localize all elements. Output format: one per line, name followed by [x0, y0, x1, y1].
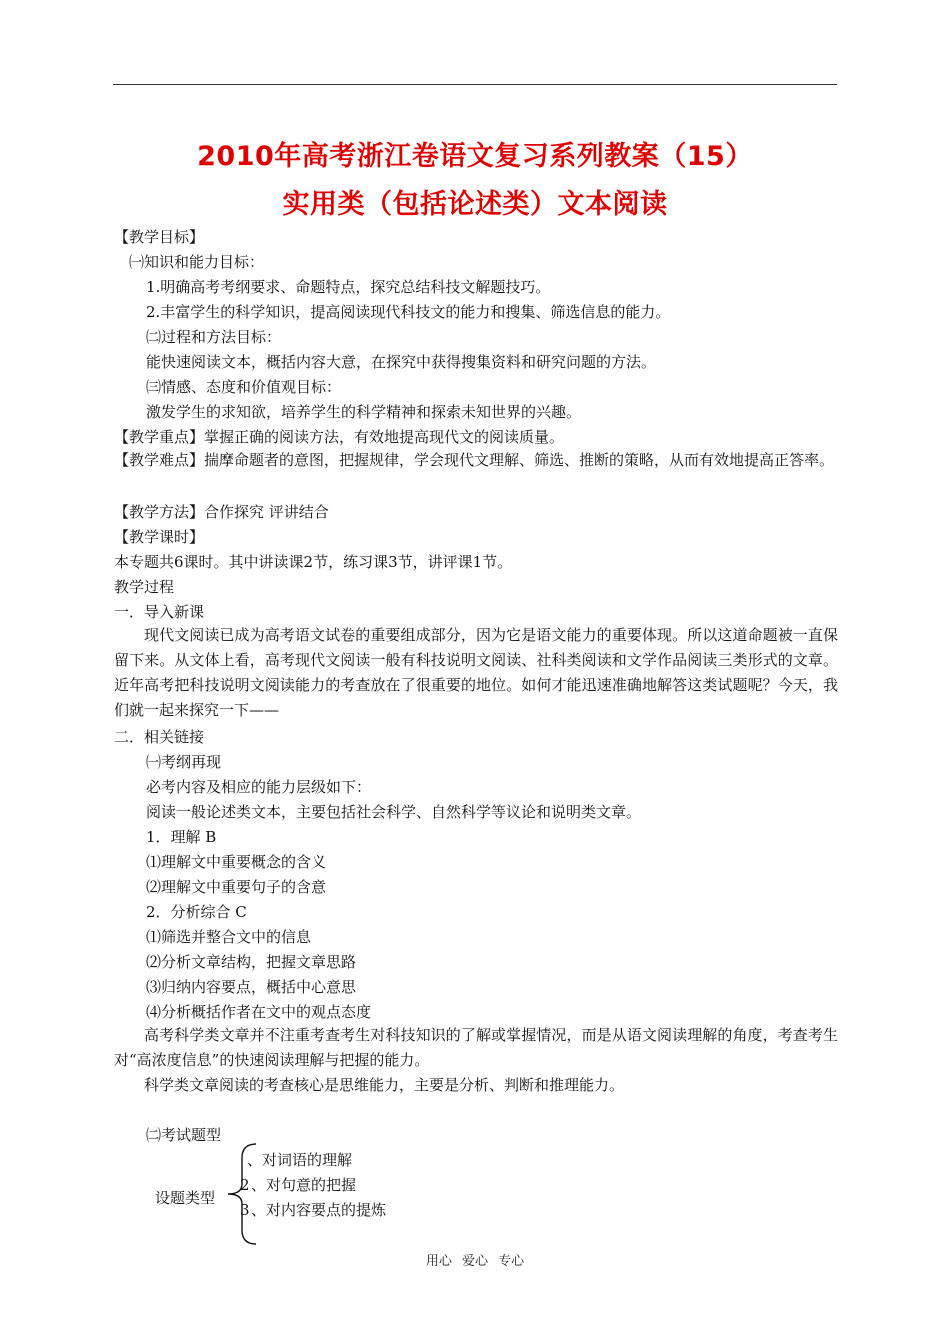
section2-heading: 二．相关链接	[114, 728, 205, 746]
methods: 【教学方法】合作探究 评讲结合	[114, 503, 329, 521]
section1-paragraph: 现代文阅读已成为高考语文试卷的重要组成部分，因为它是语文能力的重要体现。所以这道命题被一直保留下来。从文体上看，高考现代文阅读一般有科技说明文阅读、社科类阅读和文学作品阅读三类形式的文章。近年高考把科技说明文阅读能力的考查放在了很重要的地位。如何才能迅速准确地解答这类试题呢？今天，我们就一起来探究一下——	[114, 626, 838, 719]
question-type-item3: 、对内容要点的提炼	[251, 1201, 387, 1219]
item2: 2．分析综合 C	[146, 903, 247, 921]
goal1-item1: 1.明确高考考纲要求、命题特点，探究总结科技文解题技巧。	[146, 278, 551, 296]
process-heading: 教学过程	[114, 578, 175, 596]
item1: 1．理解 B	[146, 828, 217, 846]
document-title: 2010年高考浙江卷语文复习系列教案（15）	[197, 141, 753, 172]
key-points: 【教学重点】掌握正确的阅读方法，有效地提高现代文的阅读质量。	[114, 428, 565, 446]
goal1-item2: 2.丰富学生的科学知识，提高阅读现代科技文的能力和搜集、筛选信息的能力。	[146, 303, 671, 321]
question-type-item1: 、对词语的理解	[247, 1151, 353, 1169]
goal3-header: ㈢情感、态度和价值观目标：	[146, 378, 342, 396]
goal1-header: ㈠知识和能力目标：	[129, 253, 265, 271]
hours-header: 【教学课时】	[114, 528, 205, 546]
item2-c: ⑶归纳内容要点，概括中心意思	[146, 978, 357, 996]
question-type-label: 设题类型	[155, 1189, 216, 1207]
goals-header: 【教学目标】	[114, 228, 205, 246]
document-subtitle: 实用类（包括论述类）文本阅读	[282, 189, 668, 220]
question-type-item2: 、对句意的把握	[251, 1176, 357, 1194]
goal2-header: ㈡过程和方法目标：	[146, 328, 282, 346]
item1-b: ⑵理解文中重要句子的含意	[146, 878, 327, 896]
subsection1-line2: 阅读一般论述类文本，主要包括社会科学、自然科学等议论和说明类文章。	[146, 803, 642, 821]
page-footer: 用心 爱心 专心	[425, 1254, 525, 1269]
hours-text: 本专题共6课时。其中讲读课2节，练习课3节，讲评课1节。	[114, 553, 513, 571]
question-type-num2: 2	[240, 1176, 250, 1194]
difficulties: 【教学难点】揣摩命题者的意图，把握规律，学会现代文理解、筛选、推断的策略，从而有效地提高正答率。	[114, 451, 835, 469]
header-rule	[113, 84, 837, 85]
item2-d: ⑷分析概括作者在文中的观点态度	[146, 1003, 372, 1021]
paragraph-b: 科学类文章阅读的考查核心是思维能力，主要是分析、判断和推理能力。	[144, 1076, 625, 1094]
item1-a: ⑴理解文中重要概念的含义	[146, 853, 327, 871]
goal3-text: 激发学生的求知欲，培养学生的科学精神和探索未知世界的兴趣。	[146, 403, 582, 421]
paragraph-a: 高考科学类文章并不注重考查考生对科技知识的了解或掌握情况，而是从语文阅读理解的角度，考查考生对“高浓度信息”的快速阅读理解与把握的能力。	[114, 1026, 838, 1069]
section1-heading: 一．导入新课	[114, 603, 205, 621]
item2-a: ⑴筛选并整合文中的信息	[146, 928, 312, 946]
subsection1-heading: ㈠考纲再现	[146, 753, 222, 771]
item2-b: ⑵分析文章结构，把握文章思路	[146, 953, 357, 971]
goal2-text: 能快速阅读文本，概括内容大意，在探究中获得搜集资料和研究问题的方法。	[146, 353, 657, 371]
subsection1-line1: 必考内容及相应的能力层级如下：	[146, 778, 372, 796]
subsection2-heading: ㈡考试题型	[146, 1126, 222, 1144]
question-type-num3: 3	[240, 1201, 250, 1219]
